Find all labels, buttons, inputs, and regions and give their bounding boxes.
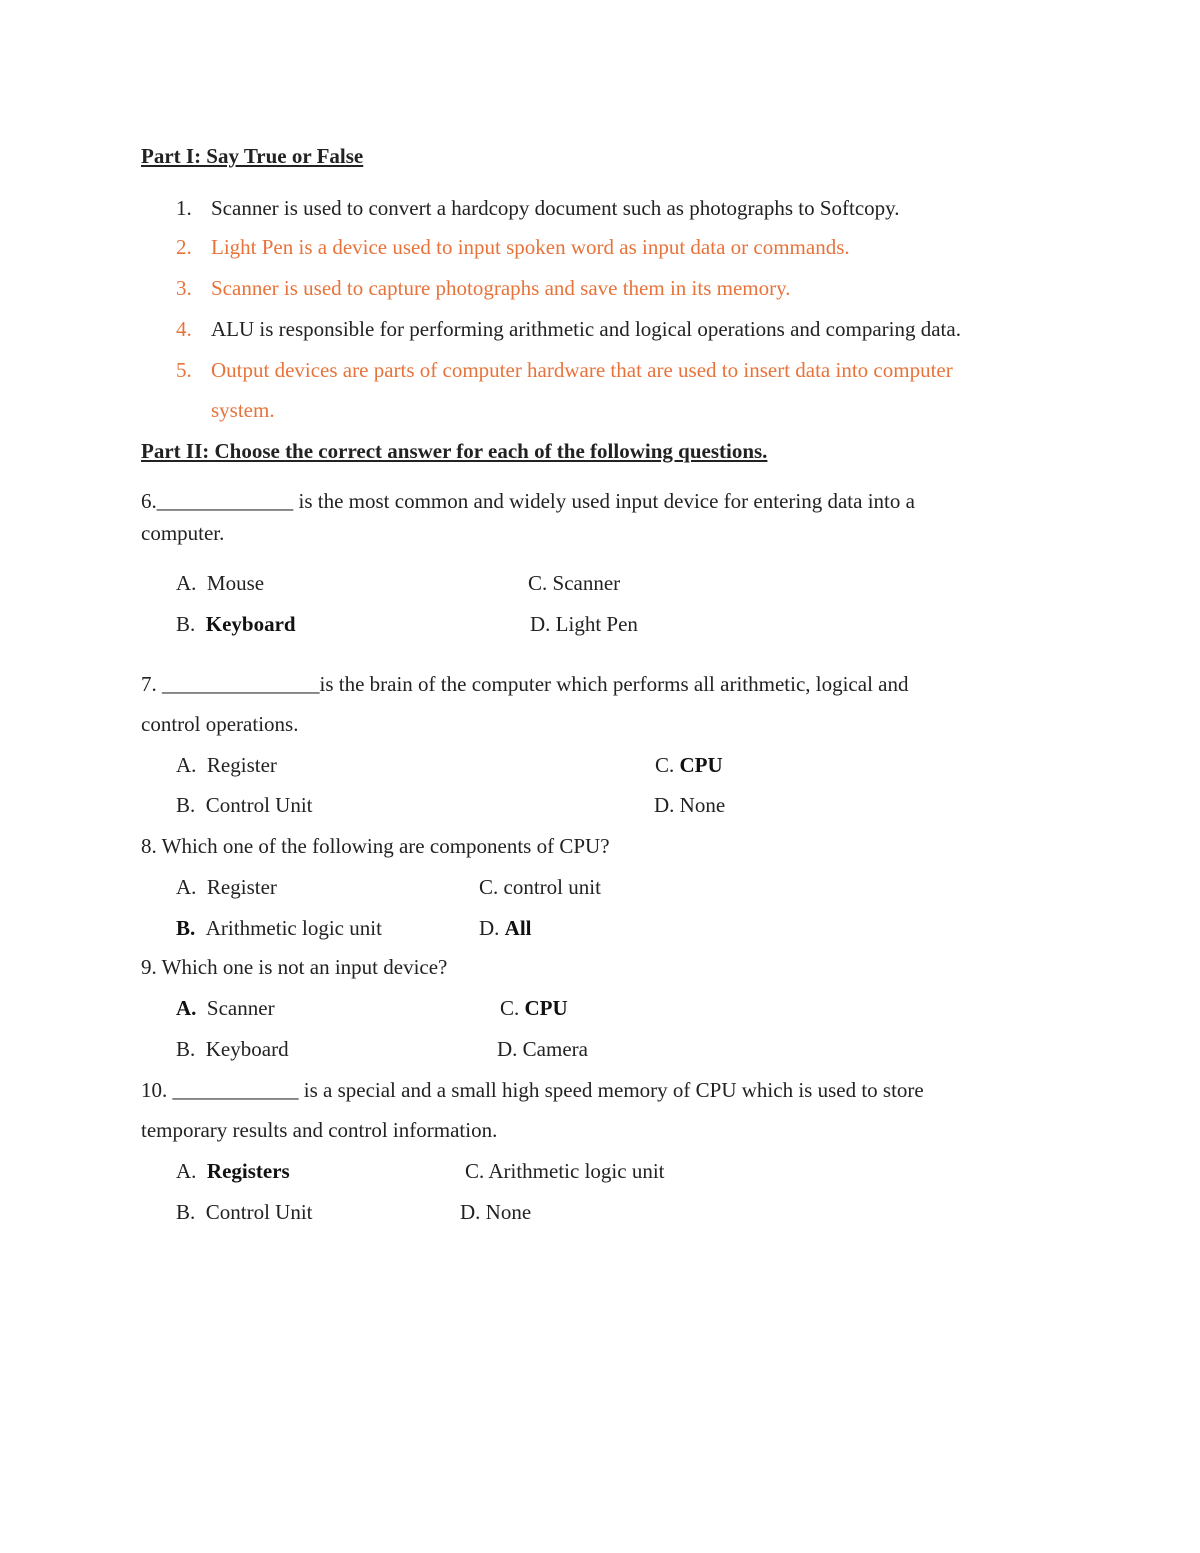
tf-item-1-text: Scanner is used to convert a hardcopy document such as photographs to Softcopy. [211,196,900,220]
option-text-correct: Registers [206,1159,290,1183]
option-text: Scanner [206,996,275,1020]
answer-blank: _______________ [162,672,320,696]
option-letter: C. [528,571,548,595]
option-letter: D. [497,1037,518,1061]
part2-heading: Part II: Choose the correct answer for each of the following questions. [141,439,768,463]
question-6-line2: computer. [141,521,225,545]
option-text-correct: CPU [524,996,568,1020]
option-text: Keyboard [205,1037,289,1061]
question-text: Which one is not an input device? [161,955,448,979]
tf-item-2-number: 2. [176,235,192,259]
option-letter: D. [530,612,551,636]
question-10-line1 [141,1080,924,1101]
question-10-option-b [176,1202,313,1223]
question-6-option-d [530,614,638,635]
answer-blank: _____________ [156,489,294,513]
tf-item-5-text-line1: Output devices are parts of computer hardware that are used to insert data into computer [211,358,953,382]
tf-item-5-number: 5. [176,358,192,382]
part1-heading: Part I: Say True or False [141,144,364,168]
tf-item-2-text: Light Pen is a device used to input spoken word as input data or commands. [211,235,850,259]
option-text: Control Unit [205,793,313,817]
question-9-option-c [500,998,568,1019]
question-6-option-a [176,573,264,594]
option-text: Control Unit [205,1200,313,1224]
option-text: Register [206,753,277,777]
option-letter: C. [465,1159,485,1183]
answer-blank: ____________ [172,1078,299,1102]
option-text-correct: Keyboard [205,612,296,636]
question-text: is the most common and widely used input device for entering data into a [293,489,915,513]
question-9-option-a [176,998,275,1019]
option-letter: C. [655,753,680,777]
option-letter: B. [176,916,196,940]
option-text: Register [206,875,277,899]
question-10-option-a [176,1161,290,1182]
option-letter: C. [500,996,525,1020]
question-9-option-d [497,1039,588,1060]
question-10-option-c [465,1161,665,1182]
option-letter: B. [176,1200,196,1224]
option-text: Arithmetic logic unit [205,916,382,940]
option-letter: B. [176,1037,196,1061]
option-letter: D. [479,916,505,940]
question-number: 9. [141,955,157,979]
option-letter: D. [654,793,675,817]
option-letter: A. [176,1159,197,1183]
option-letter: B. [176,793,196,817]
tf-item-4-number: 4. [176,317,192,341]
question-9-option-b [176,1039,289,1060]
option-text: Light Pen [555,612,638,636]
option-text: Scanner [552,571,621,595]
tf-item-3-text: Scanner is used to capture photographs and save them in its memory. [211,276,791,300]
question-text: is a special and a small high speed memory of CPU which is used to store [298,1078,924,1102]
question-6-option-b [176,614,296,635]
question-text: is the brain of the computer which performs all arithmetic, logical and [319,672,909,696]
question-text: Which one of the following are components of CPU? [161,834,610,858]
question-6-line1 [141,491,915,512]
option-text: None [485,1200,532,1224]
tf-item-4-text: ALU is responsible for performing arithmetic and logical operations and comparing data. [211,317,961,341]
question-7-option-a [176,755,277,776]
question-8-option-c [479,877,601,898]
option-text: control unit [503,875,601,899]
question-10-line2: temporary results and control information. [141,1118,498,1142]
option-text: Arithmetic logic unit [488,1159,665,1183]
question-8-line1 [141,836,610,857]
option-text: Mouse [206,571,265,595]
option-text: None [679,793,726,817]
question-7-option-c [655,755,723,776]
question-7-option-d [654,795,725,816]
option-letter: A. [176,753,197,777]
question-number: 7. [141,672,162,696]
option-letter: A. [176,875,197,899]
option-letter: D. [460,1200,481,1224]
question-10-option-d [460,1202,531,1223]
question-8-option-a [176,877,277,898]
question-number: 10. [141,1078,173,1102]
tf-item-5-text-line2: system. [211,398,275,422]
question-number: 8. [141,834,157,858]
option-text-correct: All [504,916,532,940]
option-letter: B. [176,612,196,636]
tf-item-3-number: 3. [176,276,192,300]
tf-item-1-number: 1. [176,196,192,220]
question-8-option-b [176,918,382,939]
question-6-option-c [528,573,620,594]
option-letter: A. [176,571,197,595]
option-text: Camera [522,1037,588,1061]
question-7-line2: control operations. [141,712,299,736]
question-8-option-d [479,918,532,939]
option-letter: A. [176,996,197,1020]
option-letter: C. [479,875,499,899]
option-text-correct: CPU [679,753,723,777]
question-9-line1 [141,957,447,978]
question-number: 6. [141,489,157,513]
question-7-line1 [141,674,908,695]
question-7-option-b [176,795,313,816]
